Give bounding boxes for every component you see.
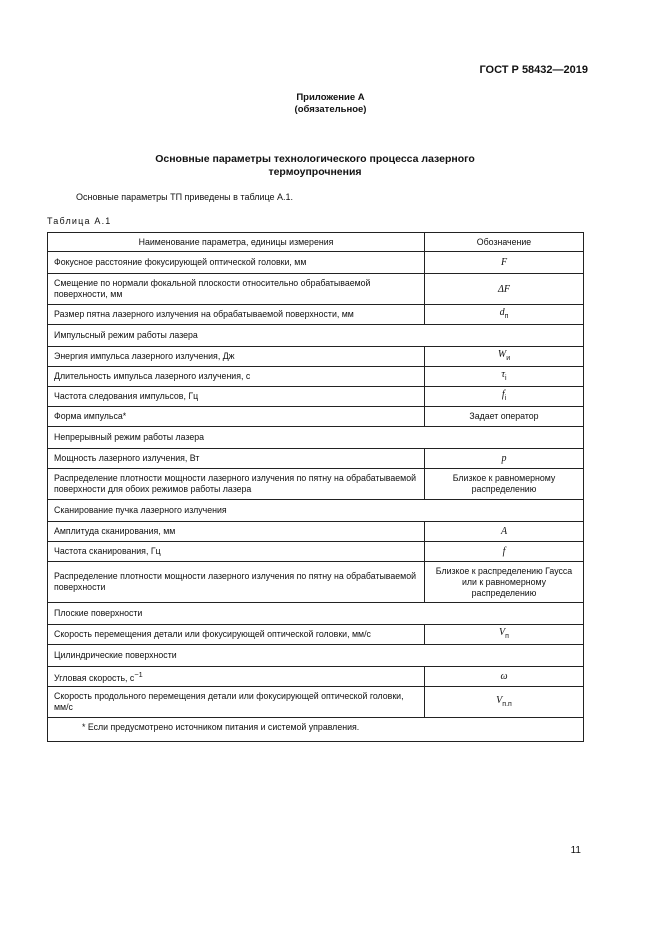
heading-line-1: Основные параметры технологического процесса лазерного [155, 153, 475, 165]
symbol-main: V [499, 627, 506, 638]
parameters-table [47, 232, 584, 742]
table-row [48, 407, 584, 427]
param-name: Форма импульса* [48, 407, 425, 427]
param-name: Размер пятна лазерного излучения на обрабатываемой поверхности, мм [48, 305, 425, 325]
param-name: Скорость продольного перемещения детали или фокусирующей оптической головки, мм/с [48, 687, 425, 718]
param-symbol [425, 274, 584, 305]
appendix-title: Приложение А [296, 92, 365, 103]
symbol-text [498, 349, 510, 360]
symbol-main: d [499, 307, 505, 318]
section-label: Цилиндрические поверхности [48, 645, 584, 667]
symbol-text: A [500, 526, 508, 537]
symbol-subscript: п.п [502, 700, 512, 708]
table-header-row [48, 233, 584, 252]
standard-number: ГОСТ Р 58432—2019 [479, 64, 588, 76]
symbol-subscript: и [506, 355, 511, 362]
section-row [48, 427, 584, 449]
symbol-text [499, 627, 509, 638]
table-row [48, 305, 584, 325]
footnote-row [48, 718, 584, 742]
param-name: Частота сканирования, Гц [48, 542, 425, 562]
param-name: Фокусное расстояние фокусирующей оптической головки, мм [48, 252, 425, 274]
param-name [48, 667, 425, 687]
param-symbol [425, 347, 584, 367]
table-row [48, 667, 584, 687]
table-row [48, 625, 584, 645]
table-row [48, 274, 584, 305]
table-row [48, 469, 584, 500]
symbol-text: p [501, 453, 507, 464]
table-row [48, 687, 584, 718]
symbol-main: τ [501, 369, 506, 380]
symbol-main: V [496, 694, 503, 706]
section-label: Плоские поверхности [48, 603, 584, 625]
param-symbol [425, 542, 584, 562]
param-name: Частота следования импульсов, Гц [48, 387, 425, 407]
param-name: Распределение плотности мощности лазерного излучения по пятну на обрабатываемой поверхности для обоих режимов работы лазера [48, 469, 425, 500]
section-row [48, 500, 584, 522]
param-symbol [425, 522, 584, 542]
section-row [48, 645, 584, 667]
page-number: 11 [570, 845, 581, 856]
param-symbol [425, 305, 584, 325]
table-row [48, 367, 584, 387]
param-symbol [425, 625, 584, 645]
symbol-subscript: i [504, 395, 507, 402]
column-header-symbol: Обозначение [425, 233, 584, 252]
symbol-text [502, 389, 506, 400]
param-name: Скорость перемещения детали или фокусирующей оптической головки, мм/с [48, 625, 425, 645]
param-name-superscript: −1 [134, 670, 143, 680]
param-symbol [425, 687, 584, 718]
intro-paragraph: Основные параметры ТП приведены в таблице А.1. [76, 192, 294, 202]
column-header-name: Наименование параметра, единицы измерения [48, 233, 425, 252]
table-row [48, 387, 584, 407]
table-footnote: * Если предусмотрено источником питания и системой управления. [48, 718, 584, 742]
param-symbol [425, 449, 584, 469]
param-name: Амплитуда сканирования, мм [48, 522, 425, 542]
param-name-main: Угловая скорость, с [54, 672, 135, 683]
symbol-text [500, 307, 509, 318]
param-name: Распределение плотности мощности лазерного излучения по пятну на обрабатываемой поверхности [48, 562, 425, 603]
param-name: Длительность импульса лазерного излучения, с [48, 367, 425, 387]
symbol-subscript: п [504, 313, 509, 320]
symbol-subscript: п [505, 633, 509, 640]
param-name: Мощность лазерного излучения, Вт [48, 449, 425, 469]
table-row [48, 562, 584, 603]
section-label: Сканирование пучка лазерного излучения [48, 500, 584, 522]
symbol-text [496, 695, 512, 706]
param-name: Энергия импульса лазерного излучения, Дж [48, 347, 425, 367]
table-row [48, 347, 584, 367]
section-label: Непрерывный режим работы лазера [48, 427, 584, 449]
symbol-text: f [502, 546, 506, 557]
symbol-main: W [497, 349, 507, 360]
param-symbol [425, 367, 584, 387]
table-caption: Таблица А.1 [47, 216, 112, 226]
param-symbol: Близкое к равномерному распределению [425, 469, 584, 500]
param-symbol [425, 387, 584, 407]
param-symbol [425, 252, 584, 274]
symbol-text: ΔF [498, 283, 510, 295]
section-row [48, 325, 584, 347]
param-symbol [425, 667, 584, 687]
section-label: Импульсный режим работы лазера [48, 325, 584, 347]
section-row [48, 603, 584, 625]
symbol-main: f [501, 389, 505, 400]
table-row [48, 449, 584, 469]
param-symbol: Задает оператор [425, 407, 584, 427]
heading-line-2: термоупрочнения [268, 166, 362, 178]
param-symbol: Близкое к распределению Гаусса или к равномерному распределению [425, 562, 584, 603]
table-row [48, 252, 584, 274]
symbol-text: ω [500, 671, 508, 682]
appendix-header [0, 92, 661, 116]
section-heading [100, 153, 530, 179]
appendix-status: (обязательное) [294, 104, 367, 115]
symbol-text [501, 369, 506, 380]
param-name: Смещение по нормали фокальной плоскости относительно обрабатываемой поверхности, мм [48, 274, 425, 305]
table-row [48, 522, 584, 542]
symbol-subscript: i [505, 375, 507, 382]
symbol-text: F [500, 257, 508, 268]
table-row [48, 542, 584, 562]
